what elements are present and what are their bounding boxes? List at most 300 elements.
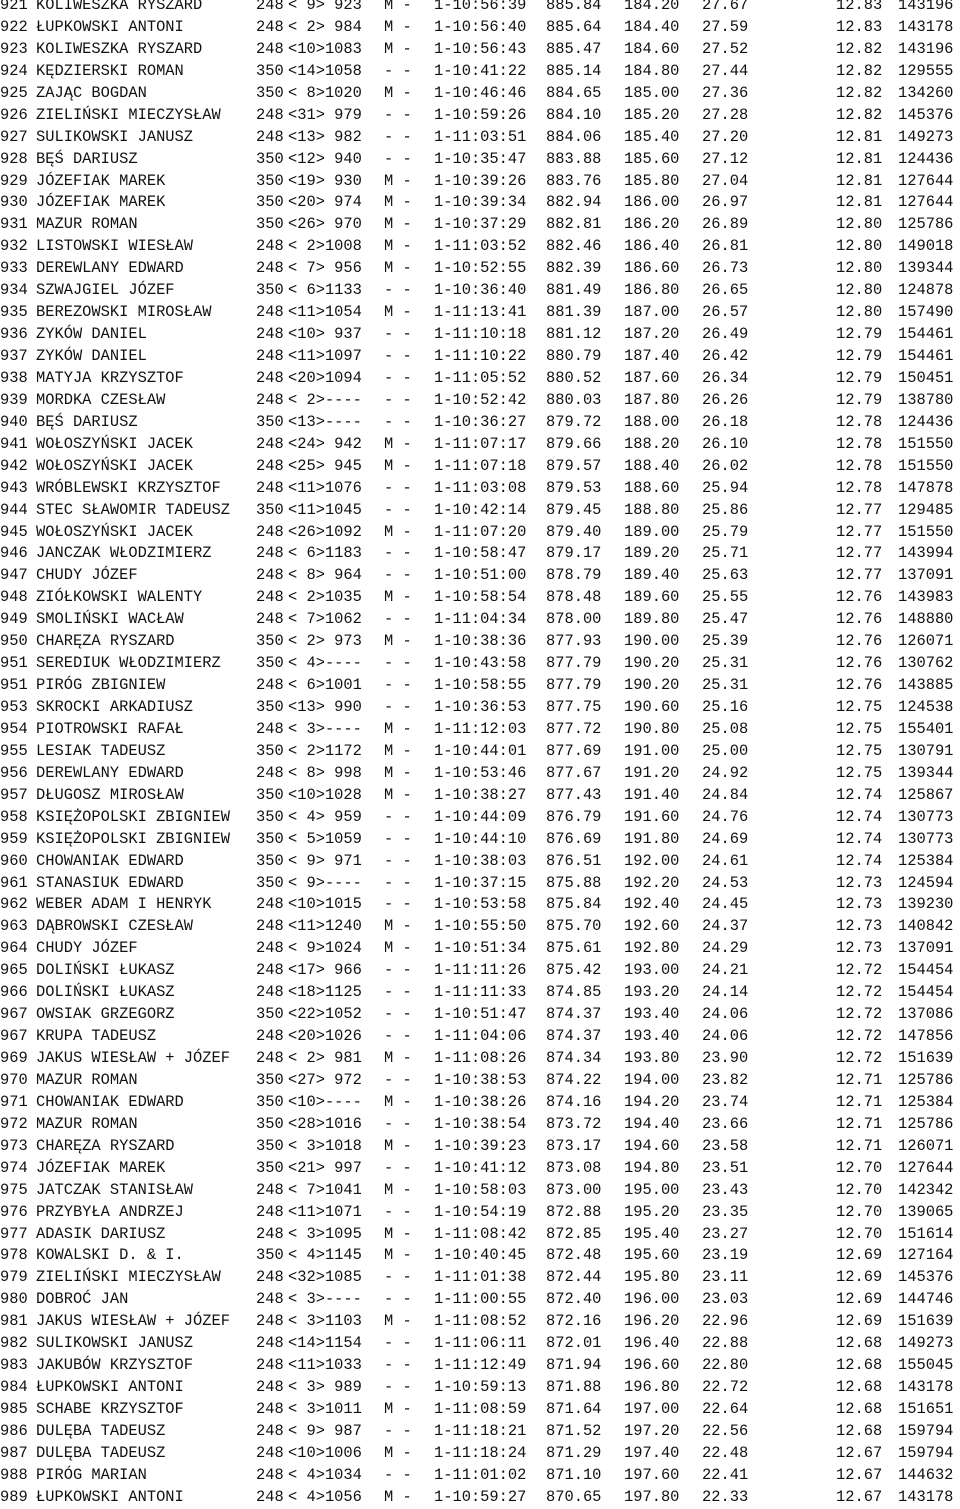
mark-cell: - - — [384, 851, 412, 870]
mark-cell: - - — [384, 281, 412, 300]
name-cell: MAZUR ROMAN — [36, 1070, 138, 1089]
table-row — [0, 105, 960, 127]
points-cell: 871.94 — [546, 1356, 602, 1375]
coefficient-cell: 24.06 — [702, 1027, 749, 1046]
points-cell: 872.88 — [546, 1202, 602, 1221]
place-cell: 967 — [0, 1005, 28, 1024]
code-cell: 350 — [256, 412, 284, 431]
points-cell: 876.79 — [546, 807, 602, 826]
time-cell: 1-11:18:21 — [434, 1421, 527, 1440]
distance-cell: 192.60 — [624, 917, 680, 936]
mark-cell: M - — [384, 1180, 412, 1199]
table-row — [0, 1399, 960, 1421]
coefficient-cell: 26.97 — [702, 193, 749, 212]
code-cell: 248 — [256, 368, 284, 387]
time-cell: 1-11:04:06 — [434, 1027, 527, 1046]
coefficient-cell: 22.72 — [702, 1378, 749, 1397]
speed-cell: 12.79 — [836, 325, 883, 344]
distance-cell: 196.80 — [624, 1378, 680, 1397]
time-cell: 1-10:58:47 — [434, 544, 527, 563]
code-cell: 248 — [256, 390, 284, 409]
points-cell: 883.76 — [546, 171, 602, 190]
table-row — [0, 1289, 960, 1311]
bracket-cell: < 8> 998 — [288, 763, 362, 782]
coefficient-cell: 26.18 — [702, 412, 749, 431]
bracket-cell: < 9> 971 — [288, 851, 362, 870]
points-cell: 877.75 — [546, 698, 602, 716]
coefficient-cell: 26.42 — [702, 347, 749, 365]
time-cell: 1-10:58:54 — [434, 588, 527, 607]
coefficient-cell: 26.89 — [702, 215, 749, 234]
place-cell: 944 — [0, 500, 28, 519]
points-cell: 873.08 — [546, 1158, 602, 1177]
name-cell: DULĘBA TADEUSZ — [36, 1421, 166, 1440]
distance-cell: 188.60 — [624, 478, 680, 497]
speed-cell: 12.73 — [836, 873, 883, 892]
ring-cell: 129555 — [898, 61, 954, 80]
code-cell: 248 — [256, 1378, 284, 1397]
code-cell: 248 — [256, 676, 284, 695]
bracket-cell: <12> 940 — [288, 149, 362, 168]
speed-cell: 12.76 — [836, 654, 883, 673]
name-cell: ZIÓŁKOWSKI WALENTY — [36, 588, 203, 607]
ring-cell: 124436 — [898, 149, 954, 168]
table-row — [0, 697, 960, 719]
code-cell: 350 — [256, 654, 284, 673]
mark-cell: - - — [384, 610, 412, 629]
speed-cell: 12.73 — [836, 895, 883, 914]
table-row — [0, 1224, 960, 1246]
code-cell: 248 — [256, 1180, 284, 1199]
mark-cell: - - — [384, 347, 412, 365]
table-row — [0, 1311, 960, 1333]
mark-cell: M - — [384, 939, 412, 958]
distance-cell: 188.20 — [624, 434, 680, 453]
place-cell: 925 — [0, 83, 28, 102]
ring-cell: 124878 — [898, 281, 954, 300]
name-cell: PIRÓG ZBIGNIEW — [36, 676, 166, 695]
bracket-cell: < 6>1133 — [288, 281, 362, 300]
mark-cell: - - — [384, 412, 412, 431]
points-cell: 875.84 — [546, 895, 602, 914]
place-cell: 946 — [0, 544, 28, 563]
distance-cell: 190.00 — [624, 632, 680, 651]
distance-cell: 188.00 — [624, 412, 680, 431]
name-cell: KSIĘŻOPOLSKI ZBIGNIEW — [36, 829, 230, 848]
speed-cell: 12.82 — [836, 61, 883, 80]
name-cell: CHUDY JÓZEF — [36, 566, 138, 585]
name-cell: KOWALSKI D. & I. — [36, 1246, 184, 1265]
code-cell: 350 — [256, 1070, 284, 1089]
distance-cell: 185.40 — [624, 127, 680, 146]
name-cell: SMOLIŃSKI WACŁAW — [36, 610, 184, 629]
coefficient-cell: 22.56 — [702, 1421, 749, 1440]
table-row — [0, 916, 960, 938]
place-cell: 967 — [0, 1027, 28, 1046]
ring-cell: 154454 — [898, 961, 954, 980]
code-cell: 248 — [256, 237, 284, 256]
code-cell: 248 — [256, 325, 284, 344]
time-cell: 1-10:39:23 — [434, 1136, 527, 1155]
name-cell: KOLIWESZKA RYSZARD — [36, 0, 203, 14]
speed-cell: 12.74 — [836, 807, 883, 826]
code-cell: 248 — [256, 522, 284, 541]
code-cell: 248 — [256, 1049, 284, 1067]
mark-cell: M - — [384, 0, 412, 14]
ring-cell: 149018 — [898, 237, 954, 256]
table-row — [0, 785, 960, 807]
bracket-cell: < 3>---- — [288, 719, 362, 738]
mark-cell: - - — [384, 368, 412, 387]
table-row — [0, 1487, 960, 1509]
ring-cell: 149273 — [898, 127, 954, 146]
distance-cell: 190.60 — [624, 698, 680, 716]
distance-cell: 184.60 — [624, 39, 680, 58]
code-cell: 350 — [256, 1005, 284, 1024]
name-cell: WEBER ADAM I HENRYK — [36, 895, 212, 914]
place-cell: 973 — [0, 1136, 28, 1155]
speed-cell: 12.75 — [836, 741, 883, 760]
place-cell: 953 — [0, 698, 28, 716]
place-cell: 979 — [0, 1268, 28, 1287]
name-cell: JAKUS WIESŁAW + JÓZEF — [36, 1312, 230, 1331]
speed-cell: 12.75 — [836, 763, 883, 782]
distance-cell: 194.80 — [624, 1158, 680, 1177]
coefficient-cell: 23.58 — [702, 1136, 749, 1155]
points-cell: 874.22 — [546, 1070, 602, 1089]
speed-cell: 12.79 — [836, 347, 883, 365]
mark-cell: - - — [384, 544, 412, 563]
ring-cell: 143994 — [898, 544, 954, 563]
mark-cell: - - — [384, 1465, 412, 1484]
points-cell: 874.37 — [546, 1005, 602, 1024]
code-cell: 350 — [256, 873, 284, 892]
time-cell: 1-10:53:58 — [434, 895, 527, 914]
place-cell: 980 — [0, 1290, 28, 1309]
place-cell: 960 — [0, 851, 28, 870]
coefficient-cell: 24.29 — [702, 939, 749, 958]
table-row — [0, 653, 960, 675]
time-cell: 1-10:56:43 — [434, 39, 527, 58]
distance-cell: 189.40 — [624, 566, 680, 585]
distance-cell: 193.80 — [624, 1049, 680, 1067]
speed-cell: 12.74 — [836, 785, 883, 804]
name-cell: KĘDZIERSKI ROMAN — [36, 61, 184, 80]
mark-cell: M - — [384, 632, 412, 651]
bracket-cell: < 4>1056 — [288, 1487, 362, 1506]
name-cell: DEREWLANY EDWARD — [36, 763, 184, 782]
coefficient-cell: 27.52 — [702, 39, 749, 58]
time-cell: 1-10:51:47 — [434, 1005, 527, 1024]
coefficient-cell: 24.76 — [702, 807, 749, 826]
points-cell: 879.66 — [546, 434, 602, 453]
code-cell: 248 — [256, 566, 284, 585]
bracket-cell: < 2> 981 — [288, 1049, 362, 1067]
place-cell: 941 — [0, 434, 28, 453]
bracket-cell: <10> 937 — [288, 325, 362, 344]
bracket-cell: <13> 990 — [288, 698, 362, 716]
name-cell: DOLIŃSKI ŁUKASZ — [36, 961, 175, 980]
code-cell: 248 — [256, 895, 284, 914]
time-cell: 1-10:44:09 — [434, 807, 527, 826]
distance-cell: 195.00 — [624, 1180, 680, 1199]
coefficient-cell: 22.96 — [702, 1312, 749, 1331]
time-cell: 1-10:59:27 — [434, 1487, 527, 1506]
table-row — [0, 434, 960, 456]
place-cell: 955 — [0, 741, 28, 760]
speed-cell: 12.76 — [836, 632, 883, 651]
ring-cell: 149273 — [898, 1334, 954, 1353]
speed-cell: 12.70 — [836, 1158, 883, 1177]
speed-cell: 12.72 — [836, 1027, 883, 1046]
coefficient-cell: 26.73 — [702, 259, 749, 278]
time-cell: 1-11:07:20 — [434, 522, 527, 541]
coefficient-cell: 25.86 — [702, 500, 749, 519]
code-cell: 248 — [256, 434, 284, 453]
time-cell: 1-10:41:22 — [434, 61, 527, 80]
time-cell: 1-11:08:59 — [434, 1400, 527, 1418]
bracket-cell: < 7> 956 — [288, 259, 362, 278]
time-cell: 1-10:36:53 — [434, 698, 527, 716]
code-cell: 248 — [256, 478, 284, 497]
mark-cell: M - — [384, 785, 412, 804]
table-row — [0, 873, 960, 895]
distance-cell: 197.60 — [624, 1465, 680, 1484]
table-row — [0, 565, 960, 587]
points-cell: 875.61 — [546, 939, 602, 958]
name-cell: KSIĘŻOPOLSKI ZBIGNIEW — [36, 807, 230, 826]
time-cell: 1-10:38:53 — [434, 1070, 527, 1089]
code-cell: 350 — [256, 1114, 284, 1133]
name-cell: ZYKÓW DANIEL — [36, 347, 147, 365]
mark-cell: - - — [384, 1202, 412, 1221]
place-cell: 938 — [0, 368, 28, 387]
code-cell: 248 — [256, 39, 284, 58]
mark-cell: - - — [384, 1027, 412, 1046]
mark-cell: - - — [384, 1356, 412, 1375]
time-cell: 1-10:39:26 — [434, 171, 527, 190]
points-cell: 885.64 — [546, 17, 602, 36]
distance-cell: 188.80 — [624, 500, 680, 519]
place-cell: 945 — [0, 522, 28, 541]
bracket-cell: < 6>1001 — [288, 676, 362, 695]
code-cell: 350 — [256, 500, 284, 519]
table-row — [0, 390, 960, 412]
bracket-cell: <28>1016 — [288, 1114, 362, 1133]
distance-cell: 190.20 — [624, 654, 680, 673]
name-cell: BĘŚ DARIUSZ — [36, 149, 138, 168]
ring-cell: 130762 — [898, 654, 954, 673]
place-cell: 939 — [0, 390, 28, 409]
distance-cell: 187.00 — [624, 303, 680, 322]
coefficient-cell: 22.33 — [702, 1487, 749, 1506]
code-cell: 350 — [256, 632, 284, 651]
mark-cell: M - — [384, 1443, 412, 1462]
points-cell: 876.51 — [546, 851, 602, 870]
table-row — [0, 741, 960, 763]
ring-cell: 124594 — [898, 873, 954, 892]
bracket-cell: <17> 966 — [288, 961, 362, 980]
time-cell: 1-11:00:55 — [434, 1290, 527, 1309]
ring-cell: 127644 — [898, 193, 954, 212]
distance-cell: 189.80 — [624, 610, 680, 629]
coefficient-cell: 24.84 — [702, 785, 749, 804]
table-row — [0, 675, 960, 697]
points-cell: 881.12 — [546, 325, 602, 344]
points-cell: 880.52 — [546, 368, 602, 387]
place-cell: 984 — [0, 1378, 28, 1397]
coefficient-cell: 23.19 — [702, 1246, 749, 1265]
coefficient-cell: 25.31 — [702, 676, 749, 695]
speed-cell: 12.79 — [836, 390, 883, 409]
points-cell: 877.43 — [546, 785, 602, 804]
speed-cell: 12.73 — [836, 939, 883, 958]
speed-cell: 12.70 — [836, 1224, 883, 1243]
table-row — [0, 1267, 960, 1289]
distance-cell: 193.40 — [624, 1005, 680, 1024]
distance-cell: 195.80 — [624, 1268, 680, 1287]
points-cell: 873.72 — [546, 1114, 602, 1133]
time-cell: 1-10:37:29 — [434, 215, 527, 234]
points-cell: 880.79 — [546, 347, 602, 365]
distance-cell: 197.40 — [624, 1443, 680, 1462]
code-cell: 350 — [256, 171, 284, 190]
table-row — [0, 543, 960, 565]
table-row — [0, 587, 960, 609]
ring-cell: 151639 — [898, 1312, 954, 1331]
bracket-cell: < 2>1035 — [288, 588, 362, 607]
speed-cell: 12.77 — [836, 566, 883, 585]
name-cell: JÓZEFIAK MAREK — [36, 171, 166, 190]
place-cell: 950 — [0, 632, 28, 651]
place-cell: 943 — [0, 478, 28, 497]
speed-cell: 12.75 — [836, 719, 883, 738]
coefficient-cell: 27.44 — [702, 61, 749, 80]
points-cell: 873.00 — [546, 1180, 602, 1199]
mark-cell: - - — [384, 829, 412, 848]
time-cell: 1-10:58:55 — [434, 676, 527, 695]
speed-cell: 12.83 — [836, 17, 883, 36]
time-cell: 1-10:52:42 — [434, 390, 527, 409]
distance-cell: 185.00 — [624, 83, 680, 102]
coefficient-cell: 25.16 — [702, 698, 749, 716]
code-cell: 248 — [256, 719, 284, 738]
bracket-cell: <13> 982 — [288, 127, 362, 146]
place-cell: 949 — [0, 610, 28, 629]
ring-cell: 143196 — [898, 39, 954, 58]
points-cell: 874.37 — [546, 1027, 602, 1046]
distance-cell: 192.00 — [624, 851, 680, 870]
bracket-cell: <11>1240 — [288, 917, 362, 936]
place-cell: 927 — [0, 127, 28, 146]
distance-cell: 184.20 — [624, 0, 680, 14]
bracket-cell: < 6>1183 — [288, 544, 362, 563]
bracket-cell: < 3>---- — [288, 1290, 362, 1309]
time-cell: 1-11:05:52 — [434, 368, 527, 387]
bracket-cell: <18>1125 — [288, 983, 362, 1002]
bracket-cell: <11>1076 — [288, 478, 362, 497]
bracket-cell: <24> 942 — [288, 434, 362, 453]
coefficient-cell: 26.34 — [702, 368, 749, 387]
time-cell: 1-10:40:45 — [434, 1246, 527, 1265]
time-cell: 1-10:42:14 — [434, 500, 527, 519]
place-cell: 965 — [0, 961, 28, 980]
ring-cell: 130791 — [898, 741, 954, 760]
points-cell: 874.16 — [546, 1092, 602, 1111]
bracket-cell: < 9>1024 — [288, 939, 362, 958]
distance-cell: 191.60 — [624, 807, 680, 826]
code-cell: 248 — [256, 588, 284, 607]
table-row — [0, 236, 960, 258]
code-cell: 248 — [256, 1268, 284, 1287]
name-cell: WOŁOSZYŃSKI JACEK — [36, 434, 194, 453]
coefficient-cell: 27.28 — [702, 105, 749, 124]
speed-cell: 12.68 — [836, 1378, 883, 1397]
distance-cell: 185.60 — [624, 149, 680, 168]
time-cell: 1-10:44:01 — [434, 741, 527, 760]
ring-cell: 151651 — [898, 1400, 954, 1418]
distance-cell: 186.80 — [624, 281, 680, 300]
points-cell: 874.85 — [546, 983, 602, 1002]
mark-cell: - - — [384, 325, 412, 344]
mark-cell: M - — [384, 1224, 412, 1243]
ring-cell: 130773 — [898, 829, 954, 848]
bracket-cell: < 9>---- — [288, 873, 362, 892]
distance-cell: 191.40 — [624, 785, 680, 804]
table-row — [0, 280, 960, 302]
bracket-cell: <13>---- — [288, 412, 362, 431]
speed-cell: 12.82 — [836, 105, 883, 124]
ring-cell: 145376 — [898, 105, 954, 124]
name-cell: SKROCKI ARKADIUSZ — [36, 698, 194, 716]
speed-cell: 12.68 — [836, 1421, 883, 1440]
time-cell: 1-11:12:49 — [434, 1356, 527, 1375]
code-cell: 350 — [256, 149, 284, 168]
code-cell: 350 — [256, 193, 284, 212]
bracket-cell: < 9> 987 — [288, 1421, 362, 1440]
table-row — [0, 1048, 960, 1070]
mark-cell: M - — [384, 434, 412, 453]
table-row — [0, 149, 960, 171]
points-cell: 872.40 — [546, 1290, 602, 1309]
speed-cell: 12.70 — [836, 1180, 883, 1199]
bracket-cell: < 5>1059 — [288, 829, 362, 848]
ring-cell: 125786 — [898, 1114, 954, 1133]
table-row — [0, 1443, 960, 1465]
ring-cell: 125384 — [898, 1092, 954, 1111]
time-cell: 1-11:18:24 — [434, 1443, 527, 1462]
name-cell: CHARĘZA RYSZARD — [36, 632, 175, 651]
ring-cell: 137091 — [898, 939, 954, 958]
points-cell: 878.48 — [546, 588, 602, 607]
coefficient-cell: 24.14 — [702, 983, 749, 1002]
distance-cell: 197.20 — [624, 1421, 680, 1440]
points-cell: 879.57 — [546, 456, 602, 475]
table-row — [0, 807, 960, 829]
place-cell: 961 — [0, 873, 28, 892]
coefficient-cell: 26.49 — [702, 325, 749, 344]
coefficient-cell: 25.79 — [702, 522, 749, 541]
speed-cell: 12.80 — [836, 303, 883, 322]
distance-cell: 190.80 — [624, 719, 680, 738]
time-cell: 1-10:44:10 — [434, 829, 527, 848]
distance-cell: 192.80 — [624, 939, 680, 958]
speed-cell: 12.72 — [836, 1049, 883, 1067]
ring-cell: 124436 — [898, 412, 954, 431]
speed-cell: 12.81 — [836, 193, 883, 212]
bracket-cell: < 3>1095 — [288, 1224, 362, 1243]
time-cell: 1-10:54:19 — [434, 1202, 527, 1221]
